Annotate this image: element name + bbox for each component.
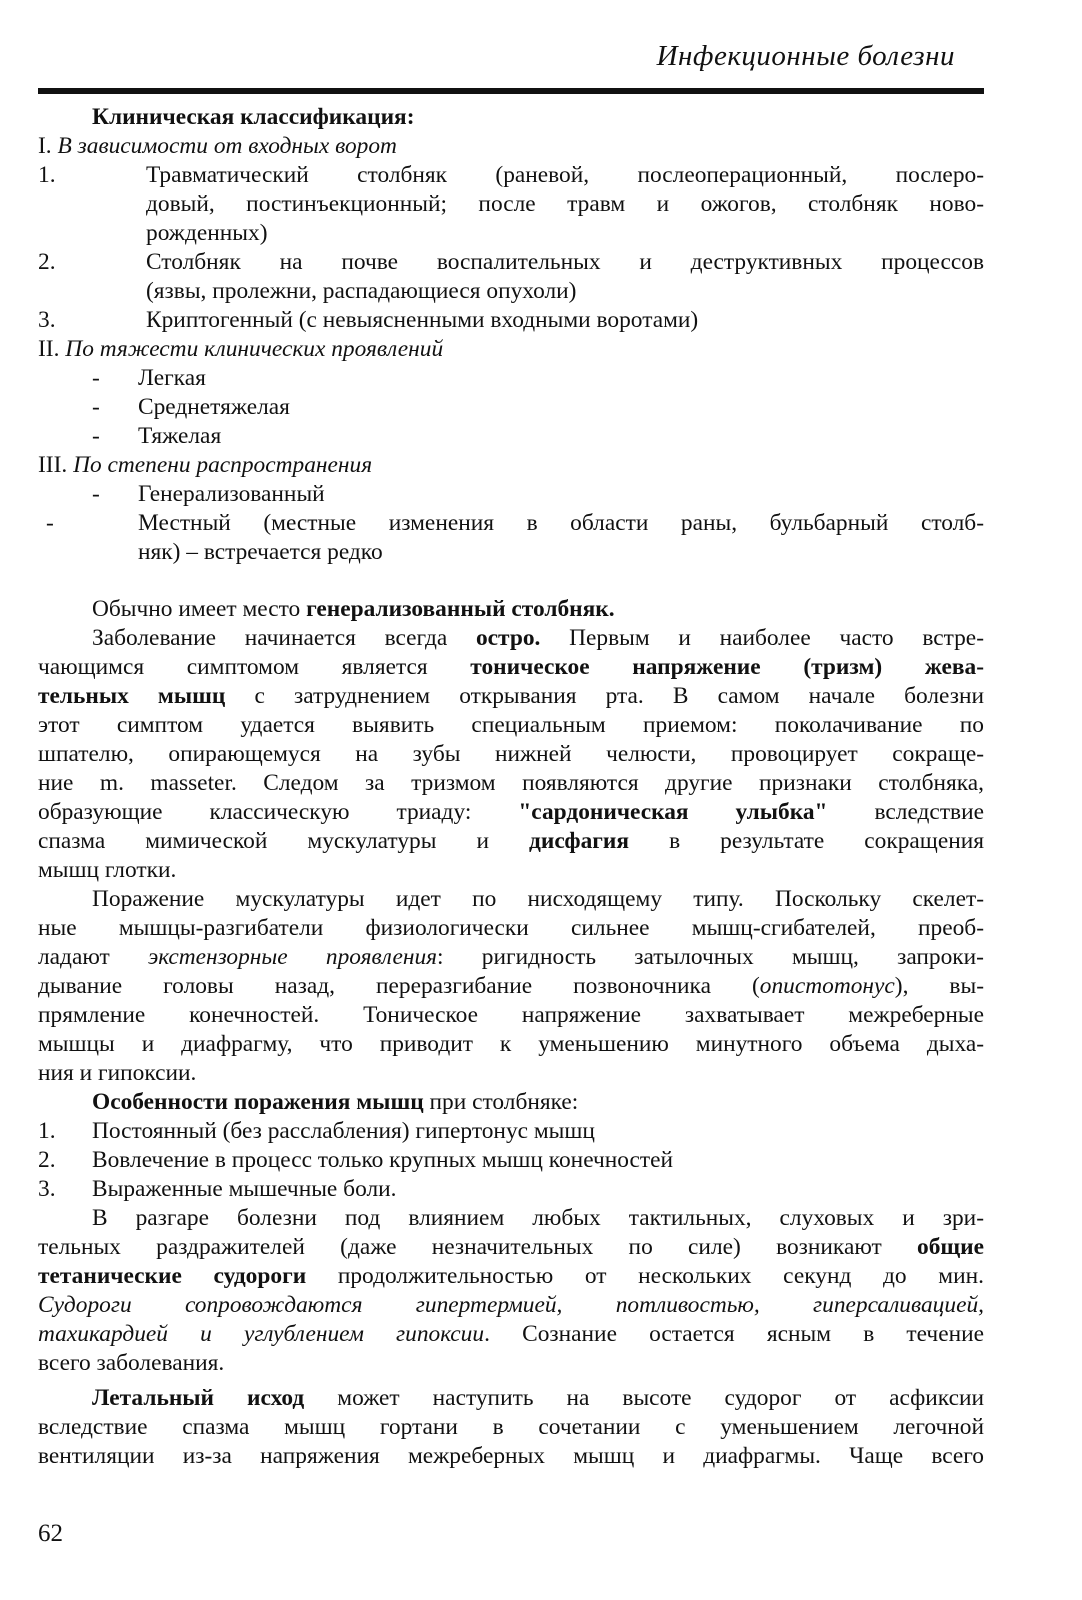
paragraph: Летальный исход может наступить на высоте судорог от асфиксии вследствие спазма мышц гортани в сочетании с уменьшением легочной вентиляции из-за напряжения межреберных мышц и диафрагмы. Чаще всего: [38, 1385, 984, 1469]
page-content: [38, 103, 984, 1471]
list-item: 3. Криптогенный (с невыясненными входными воротами): [38, 307, 699, 333]
list-item: - Местный (местные изменения в области раны, бульбарный столб- няк) – встречается редко: [46, 510, 984, 565]
list-item: 1. Постоянный (без расслабления) гипертонус мышц: [38, 1118, 595, 1144]
header-rule: [38, 88, 984, 94]
paragraph: Заболевание начинается всегда остро. Первым и наиболее часто встре- чающимся симптомом является тоническое напряжение (тризм) жева- тельных мышц с затруднением открывания рта. В самом начале болезни этот симптом удается выявить специальным приемом: поколачивание по шпателю, опирающемуся на зубы нижней челюсти, провоцирует сокраще- ние m. masseter. Следом за тризмом появляются другие признаки столбняка, образующие классическую триаду: "сардоническая улыбка" вследствие спазма мимической мускулатуры и дисфагия в результате сокращения мышц глотки.: [38, 625, 984, 883]
running-head: Инфекционные болезни: [656, 40, 955, 72]
list-item: 3. Выраженные мышечные боли.: [38, 1176, 397, 1202]
section-heading: II. По тяжести клинических проявлений: [38, 336, 444, 362]
spacer: [38, 567, 984, 595]
paragraph: Обычно имеет место генерализованный столбняк.: [92, 596, 615, 622]
list-item: 1. Травматический столбняк (раневой, послеоперационный, послеро- довый, постинъекционный; после травм и ожогов, столбняк ново- рожденных): [38, 162, 984, 246]
classification-title: Клиническая классификация:: [92, 104, 415, 130]
list-item: - Среднетяжелая: [92, 394, 290, 420]
list-item: - Тяжелая: [92, 423, 222, 449]
list-item: - Генерализованный: [92, 481, 325, 507]
paragraph: В разгаре болезни под влиянием любых тактильных, слуховых и зри- тельных раздражителей (даже незначительных по силе) возникают общие тетанические судороги продолжительностью от нескольких секунд до мин. Судороги сопровождаются гипертермией, потливостью, гиперсаливацией, тахикардией и углублением гипоксии. Сознание остается ясным в течение всего заболевания.: [38, 1205, 984, 1376]
list-item: 2. Столбняк на почве воспалительных и деструктивных процессов (язвы, пролежни, распадающиеся опухоли): [38, 249, 984, 304]
features-title: Особенности поражения мышц при столбняке:: [92, 1089, 579, 1115]
list-item: - Легкая: [92, 365, 206, 391]
paragraph: Поражение мускулатуры идет по нисходящему типу. Поскольку скелет- ные мышцы-разгибатели физиологически сильнее мышц-сгибателей, преоб- ладают экстензорные проявления: ригидность затылочных мышц, запроки- дывание головы назад, переразгибание позвоночника (опистотонус), вы- прямление конечностей. Тоническое напряжение захватывает межреберные мышцы и диафрагму, что приводит к уменьшению минутного объема дыха- ния и гипоксии.: [38, 886, 984, 1086]
page-number: 62: [38, 1520, 63, 1547]
list-item: 2. Вовлечение в процесс только крупных мышц конечностей: [38, 1147, 674, 1173]
section-heading: I. В зависимости от входных ворот: [38, 133, 397, 159]
section-heading: III. По степени распространения: [38, 452, 373, 478]
